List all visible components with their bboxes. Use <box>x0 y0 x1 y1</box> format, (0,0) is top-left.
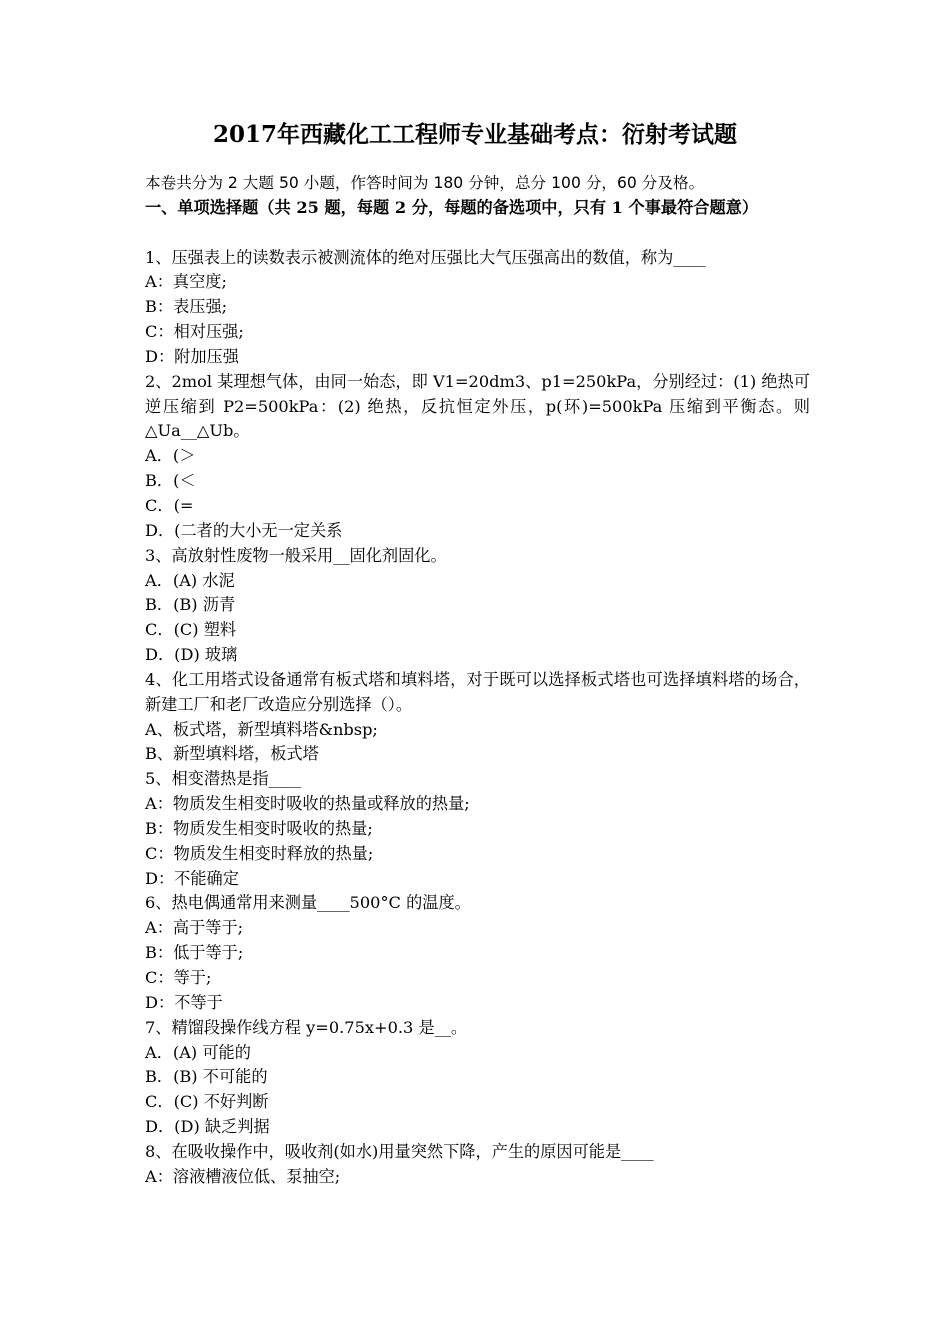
exam-intro: 本卷共分为 2 大题 50 小题，作答时间为 180 分钟，总分 100 分，60 分及格。 <box>145 174 705 192</box>
answer-option: D．(D) 缺乏判据 <box>145 1117 270 1137</box>
question-stem: 2、2mol 某理想气体，由同一始态，即 V1=20dm3、p1=250kPa，分别经过：(1) 绝热可逆压缩到 P2=500kPa：(2) 绝热，反抗恒定外压，p(环)=500kPa 压缩到平衡态。则△Ua__△Ub。 <box>145 371 810 441</box>
answer-option: A．(A) 可能的 <box>145 1042 251 1062</box>
answer-option: A：溶液槽液位低、泵抽空; <box>145 1166 341 1186</box>
answer-option: B．(B) 沥青 <box>145 595 236 615</box>
answer-option: B：表压强; <box>145 297 228 317</box>
answer-option: D．(二者的大小无一定关系 <box>145 520 343 540</box>
answer-option: C：等于; <box>145 968 212 988</box>
document-title: 2017年西藏化工工程师专业基础考点：衍射考试题 <box>212 121 737 148</box>
question-stem: 5、相变潜热是指____ <box>145 769 301 789</box>
answer-option: B：低于等于; <box>145 943 244 963</box>
answer-option: D．(D) 玻璃 <box>145 645 238 665</box>
answer-option: C．(= <box>145 495 194 515</box>
answer-option: A．(＞ <box>145 446 196 466</box>
answer-option: A．(A) 水泥 <box>145 570 235 590</box>
answer-option: B：物质发生相变时吸收的热量; <box>145 818 373 838</box>
answer-option: B．(B) 不可能的 <box>145 1067 268 1087</box>
answer-option: D：附加压强 <box>145 346 239 366</box>
answer-option: A：物质发生相变时吸收的热量或释放的热量; <box>145 794 470 814</box>
answer-option: C．(C) 不好判断 <box>145 1092 269 1112</box>
answer-option: B、新型填料塔，板式塔 <box>145 744 319 764</box>
answer-option: A：高于等于; <box>145 918 244 938</box>
answer-option: C：相对压强; <box>145 322 244 342</box>
answer-option: A：真空度; <box>145 272 227 292</box>
answer-option: C．(C) 塑料 <box>145 620 237 640</box>
answer-option: D：不能确定 <box>145 868 239 888</box>
section-heading: 一、单项选择题（共 25 题，每题 2 分，每题的备选项中，只有 1 个事最符合题意） <box>145 197 759 217</box>
question-stem: 8、在吸收操作中，吸收剂(如水)用量突然下降，产生的原因可能是____ <box>145 1141 654 1161</box>
question-stem: 7、精馏段操作线方程 y=0.75x+0.3 是__。 <box>145 1017 468 1037</box>
question-stem: 3、高放射性废物一般采用__固化剂固化。 <box>145 545 447 565</box>
document-body <box>145 171 810 1190</box>
answer-option: C：物质发生相变时释放的热量; <box>145 843 374 863</box>
answer-option: A、板式塔，新型填料塔&nbsp; <box>145 719 378 739</box>
answer-option: D：不等于 <box>145 992 223 1012</box>
answer-option: B．(＜ <box>145 471 196 491</box>
question-stem: 6、热电偶通常用来测量____500°C 的温度。 <box>145 893 471 913</box>
question-stem: 1、压强表上的读数表示被测流体的绝对压强比大气压强高出的数值，称为____ <box>145 247 706 267</box>
question-stem: 4、化工用塔式设备通常有板式塔和填料塔，对于既可以选择板式塔也可选择填料塔的场合，新建工厂和老厂改造应分别选择（）。 <box>145 669 810 714</box>
